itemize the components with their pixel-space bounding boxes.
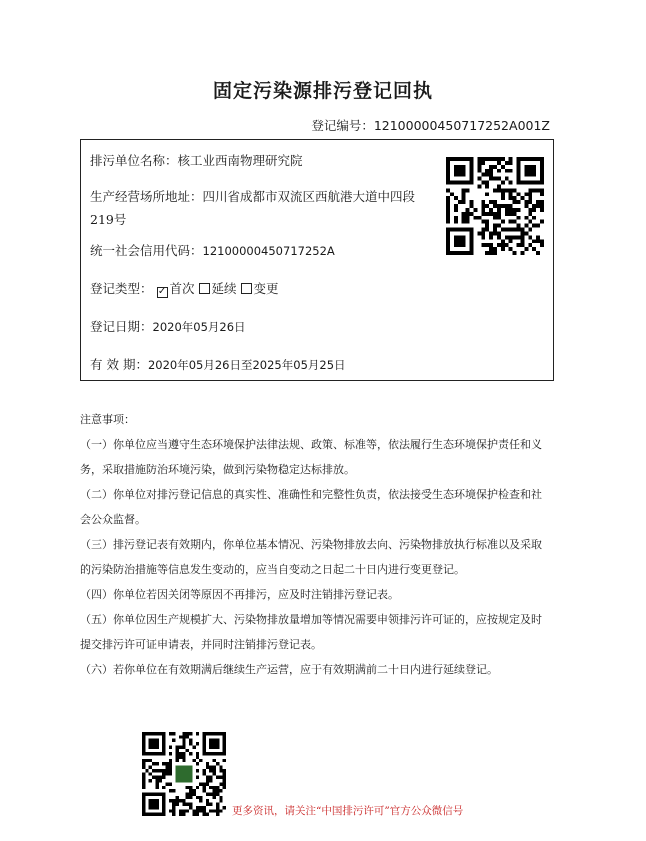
- unit-name-row: [90, 150, 303, 172]
- registration-date-value: 2020年05月26日: [152, 320, 246, 334]
- credit-code-value: 12100000450717252A: [202, 244, 335, 258]
- registration-number: 登记编号：12100000450717252A001Z: [311, 118, 550, 133]
- page-title: 固定污染源排污登记回执: [212, 80, 433, 102]
- credit-code-row: [90, 240, 335, 262]
- unit-name-label: 排污单位名称：: [90, 153, 178, 168]
- checkbox-renewal: [199, 283, 210, 294]
- registration-type-label: 登记类型：: [90, 281, 153, 296]
- type-option-first: 首次: [169, 281, 195, 296]
- type-option-change: 变更: [253, 281, 279, 296]
- note-item: （五）你单位因生产规模扩大、污染物排放量增加等情况需要申领排污许可证的，应按规定及时提交排污许可证申请表，并同时注销排污登记表。: [80, 613, 542, 651]
- wechat-qr-code-icon: [142, 732, 226, 816]
- checkbox-change: [241, 283, 252, 294]
- address-value: 四川省成都市双流区西航港大道中四段219号: [90, 189, 416, 227]
- notes-section: [80, 412, 550, 682]
- address-label: 生产经营场所地址：: [90, 189, 203, 204]
- address-row: [90, 185, 430, 231]
- validity-label: 有 效 期：: [90, 357, 148, 372]
- note-item: （四）你单位若因关闭等原因不再排污，应及时注销排污登记表。: [80, 588, 399, 601]
- note-item: （一）你单位应当遵守生态环境保护法律法规、政策、标准等，依法履行生态环境保护责任和义务，采取措施防治环境污染，做到污染物稳定达标排放。: [80, 438, 542, 476]
- note-item: （二）你单位对排污登记信息的真实性、准确性和完整性负责，依法接受生态环境保护检查和社会公众监督。: [80, 488, 542, 526]
- registration-type-row: [90, 278, 279, 300]
- unit-name-value: 核工业西南物理研究院: [177, 153, 303, 168]
- type-option-renewal: 延续: [211, 281, 237, 296]
- registration-date-label: 登记日期：: [90, 319, 153, 334]
- checkbox-first-checked: ✓: [157, 286, 167, 297]
- note-item: （三）排污登记表有效期内，你单位基本情况、污染物排放去向、污染物排放执行标准以及采取的污染防治措施等信息发生变动的，应当自变动之日起二十日内进行变更登记。: [80, 538, 542, 576]
- qr-code-icon: [446, 157, 544, 255]
- validity-value: 2020年05月26日至2025年05月25日: [147, 358, 346, 372]
- note-item: （六）若你单位在有效期满后继续生产运营，应于有效期满前二十日内进行延续登记。: [80, 663, 498, 676]
- credit-code-label: 统一社会信用代码：: [90, 243, 203, 258]
- validity-row: [90, 354, 346, 376]
- registration-date-row: [90, 316, 246, 338]
- footer-notice: 更多资讯，请关注“中国排污许可”官方公众微信号: [232, 805, 464, 817]
- notes-title: 注意事项：: [80, 413, 135, 426]
